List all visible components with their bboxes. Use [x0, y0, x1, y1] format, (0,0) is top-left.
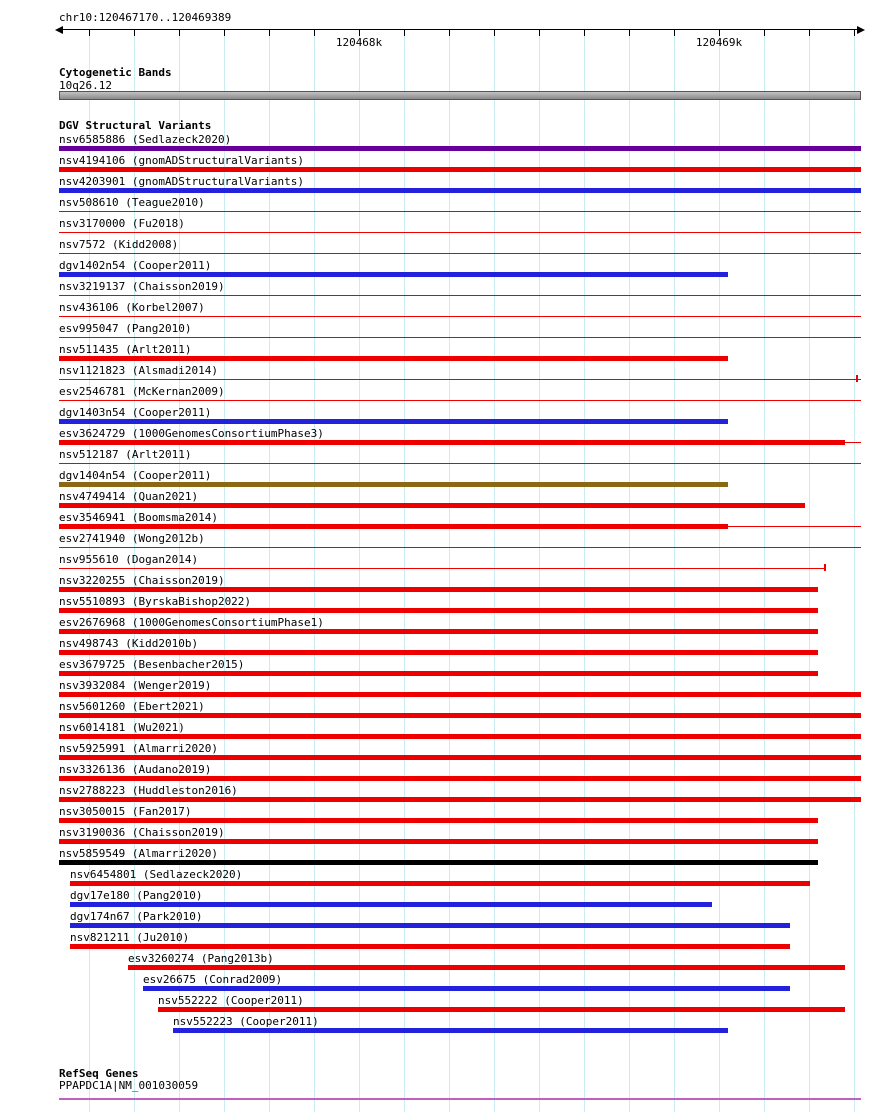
variant-span-line[interactable]: [59, 253, 861, 254]
variant-label[interactable]: nsv3932084 (Wenger2019): [59, 679, 212, 692]
variant-row: [0, 910, 890, 931]
variant-row: [0, 889, 890, 910]
variant-row: [0, 847, 890, 868]
variant-label[interactable]: nsv4203901 (gnomADStructuralVariants): [59, 175, 305, 188]
variant-span-bar[interactable]: [59, 818, 818, 823]
variant-span-bar[interactable]: [59, 629, 818, 634]
variant-label[interactable]: nsv4194106 (gnomADStructuralVariants): [59, 154, 305, 167]
variant-span-line[interactable]: [59, 379, 861, 380]
region-title: chr10:120467170..120469389: [59, 11, 232, 24]
variant-label[interactable]: nsv5601260 (Ebert2021): [59, 700, 205, 713]
variant-row: [0, 343, 890, 364]
variant-span-line[interactable]: [59, 232, 861, 233]
variant-label[interactable]: nsv5925991 (Almarri2020): [59, 742, 218, 755]
variant-row: [0, 1015, 890, 1036]
variant-row: [0, 385, 890, 406]
variant-span-bar[interactable]: [59, 734, 861, 739]
variant-span-bar[interactable]: [59, 146, 861, 151]
variant-label[interactable]: esv26675 (Conrad2009): [143, 973, 283, 986]
variant-span-bar[interactable]: [158, 1007, 845, 1012]
variant-row: [0, 280, 890, 301]
ruler-tick: [269, 30, 270, 36]
variant-row: [0, 553, 890, 574]
ruler-tick: [449, 30, 450, 36]
variant-label[interactable]: nsv3219137 (Chaisson2019): [59, 280, 225, 293]
variant-row: [0, 196, 890, 217]
variant-span-bar[interactable]: [70, 923, 790, 928]
ruler-tick: [674, 30, 675, 36]
ruler-tick: [314, 30, 315, 36]
variant-row: [0, 511, 890, 532]
variant-row: [0, 784, 890, 805]
variant-label[interactable]: esv995047 (Pang2010): [59, 322, 192, 335]
variant-row: [0, 301, 890, 322]
variant-span-bar[interactable]: [59, 839, 818, 844]
variant-row: [0, 448, 890, 469]
cytogenetic-band-label: 10q26.12: [59, 79, 112, 92]
variant-row: [0, 931, 890, 952]
variant-row: [0, 742, 890, 763]
variant-row: [0, 133, 890, 154]
variant-label[interactable]: nsv3050015 (Fan2017): [59, 805, 192, 818]
variant-row: [0, 616, 890, 637]
variant-row: [0, 868, 890, 889]
refseq-gene-label[interactable]: PPAPDC1A|NM_001030059: [59, 1079, 199, 1092]
variant-row: [0, 427, 890, 448]
variant-row: [0, 364, 890, 385]
variant-span-bar[interactable]: [59, 608, 818, 613]
variant-span-line[interactable]: [59, 568, 826, 569]
refseq-gene-line[interactable]: [59, 1098, 861, 1100]
variant-row: [0, 973, 890, 994]
variant-label[interactable]: nsv508610 (Teague2010): [59, 196, 205, 209]
variant-row: [0, 238, 890, 259]
ruler[interactable]: [0, 0, 890, 50]
variant-label[interactable]: esv3679725 (Besenbacher2015): [59, 658, 245, 671]
variant-row: [0, 658, 890, 679]
variant-span-bar[interactable]: [59, 692, 861, 697]
variant-label[interactable]: dgv1403n54 (Cooper2011): [59, 406, 212, 419]
variant-span-line[interactable]: [59, 547, 861, 548]
variant-row: [0, 532, 890, 553]
ruler-tick: [854, 30, 855, 36]
variant-span-bar[interactable]: [59, 188, 861, 193]
variant-row: [0, 574, 890, 595]
variant-end-tick: [856, 375, 858, 382]
variant-label[interactable]: nsv511435 (Arlt2011): [59, 343, 192, 356]
variant-span-bar[interactable]: [59, 503, 805, 508]
variant-label[interactable]: nsv6014181 (Wu2021): [59, 721, 185, 734]
ruler-tick: [809, 30, 810, 36]
variant-span-line[interactable]: [845, 442, 861, 443]
variant-span-bar[interactable]: [70, 902, 712, 907]
variant-row: [0, 469, 890, 490]
variant-span-bar[interactable]: [59, 356, 728, 361]
variant-row: [0, 154, 890, 175]
variant-span-line[interactable]: [59, 463, 861, 464]
ruler-tick: [629, 30, 630, 36]
variant-label[interactable]: nsv512187 (Arlt2011): [59, 448, 192, 461]
ruler-tick: [764, 30, 765, 36]
ruler-tick: [584, 30, 585, 36]
variant-span-bar[interactable]: [59, 755, 861, 760]
ruler-tick: [134, 30, 135, 36]
variant-span-bar[interactable]: [59, 272, 728, 277]
variant-label[interactable]: dgv1402n54 (Cooper2011): [59, 259, 212, 272]
variant-row: [0, 406, 890, 427]
ruler-tick-label: 120468k: [335, 36, 383, 49]
variant-label[interactable]: nsv955610 (Dogan2014): [59, 553, 199, 566]
variant-label[interactable]: dgv17e180 (Pang2010): [70, 889, 203, 902]
variant-row: [0, 637, 890, 658]
variant-span-bar[interactable]: [59, 671, 818, 676]
variant-label[interactable]: nsv5510893 (ByrskaBishop2022): [59, 595, 252, 608]
variant-span-bar[interactable]: [143, 986, 790, 991]
variant-row: [0, 952, 890, 973]
ruler-tick: [494, 30, 495, 36]
variant-label[interactable]: esv2676968 (1000GenomesConsortiumPhase1): [59, 616, 324, 629]
variant-span-bar[interactable]: [59, 482, 728, 487]
variant-span-bar[interactable]: [59, 440, 845, 445]
ruler-right-arrow-icon: [857, 26, 865, 34]
ruler-tick: [89, 30, 90, 36]
cytogenetic-band-bar[interactable]: [59, 91, 861, 100]
variant-span-bar[interactable]: [59, 797, 861, 802]
variant-label[interactable]: nsv6454801 (Sedlazeck2020): [70, 868, 243, 881]
variant-span-bar[interactable]: [59, 419, 728, 424]
variant-label[interactable]: dgv1404n54 (Cooper2011): [59, 469, 212, 482]
variant-label[interactable]: nsv436106 (Korbel2007): [59, 301, 205, 314]
variant-label[interactable]: nsv552222 (Cooper2011): [158, 994, 304, 1007]
variant-span-bar[interactable]: [59, 650, 818, 655]
variant-span-line[interactable]: [59, 316, 861, 317]
ruler-tick: [539, 30, 540, 36]
variant-span-line[interactable]: [728, 526, 861, 527]
variant-label[interactable]: nsv5859549 (Almarri2020): [59, 847, 218, 860]
variant-span-bar[interactable]: [128, 965, 845, 970]
variant-label[interactable]: esv3624729 (1000GenomesConsortiumPhase3): [59, 427, 324, 440]
variant-row: [0, 805, 890, 826]
variant-span-bar[interactable]: [59, 167, 861, 172]
variant-span-line[interactable]: [59, 211, 861, 212]
variant-label[interactable]: nsv498743 (Kidd2010b): [59, 637, 199, 650]
variant-row: [0, 721, 890, 742]
variant-row: [0, 994, 890, 1015]
variant-row: [0, 826, 890, 847]
variant-label[interactable]: nsv6585886 (Sedlazeck2020): [59, 133, 232, 146]
variant-row: [0, 595, 890, 616]
variant-label[interactable]: nsv552223 (Cooper2011): [173, 1015, 319, 1028]
variant-span-line[interactable]: [59, 295, 861, 296]
dgv-structural-variants-title: DGV Structural Variants: [59, 119, 212, 132]
variant-span-bar[interactable]: [59, 776, 861, 781]
variant-span-bar[interactable]: [59, 860, 818, 865]
variant-row: [0, 700, 890, 721]
ruler-tick: [404, 30, 405, 36]
variant-label[interactable]: nsv7572 (Kidd2008): [59, 238, 179, 251]
variant-label[interactable]: nsv3170000 (Fu2018): [59, 217, 185, 230]
variant-label[interactable]: nsv3190036 (Chaisson2019): [59, 826, 225, 839]
variant-span-line[interactable]: [59, 400, 861, 401]
refseq-genes-title: RefSeq Genes: [59, 1067, 139, 1080]
variant-row: [0, 175, 890, 196]
variant-span-bar[interactable]: [173, 1028, 728, 1033]
variant-label[interactable]: esv3546941 (Boomsma2014): [59, 511, 218, 524]
variant-label[interactable]: esv3260274 (Pang2013b): [128, 952, 274, 965]
ruler-tick: [179, 30, 180, 36]
variant-row: [0, 490, 890, 511]
variant-span-bar[interactable]: [70, 881, 810, 886]
variant-row: [0, 763, 890, 784]
variant-span-bar[interactable]: [59, 713, 861, 718]
variant-row: [0, 217, 890, 238]
variant-label[interactable]: esv2741940 (Wong2012b): [59, 532, 205, 545]
variant-label[interactable]: nsv1121823 (Alsmadi2014): [59, 364, 218, 377]
variant-label[interactable]: nsv3220255 (Chaisson2019): [59, 574, 225, 587]
variant-span-bar[interactable]: [70, 944, 790, 949]
variant-span-line[interactable]: [59, 337, 861, 338]
variant-row: [0, 259, 890, 280]
variant-label[interactable]: dgv174n67 (Park2010): [70, 910, 203, 923]
variant-label[interactable]: esv2546781 (McKernan2009): [59, 385, 225, 398]
variant-label[interactable]: nsv3326136 (Audano2019): [59, 763, 212, 776]
variant-label[interactable]: nsv4749414 (Quan2021): [59, 490, 199, 503]
ruler-tick: [224, 30, 225, 36]
ruler-left-arrow-icon: [55, 26, 63, 34]
variant-span-bar[interactable]: [59, 524, 728, 529]
cytogenetic-bands-title: Cytogenetic Bands: [59, 66, 172, 79]
ruler-tick-label: 120469k: [695, 36, 743, 49]
variant-label[interactable]: nsv821211 (Ju2010): [70, 931, 190, 944]
variant-track: [0, 133, 890, 1036]
variant-row: [0, 679, 890, 700]
variant-label[interactable]: nsv2788223 (Huddleston2016): [59, 784, 238, 797]
variant-span-bar[interactable]: [59, 587, 818, 592]
variant-row: [0, 322, 890, 343]
variant-end-tick: [824, 564, 826, 571]
